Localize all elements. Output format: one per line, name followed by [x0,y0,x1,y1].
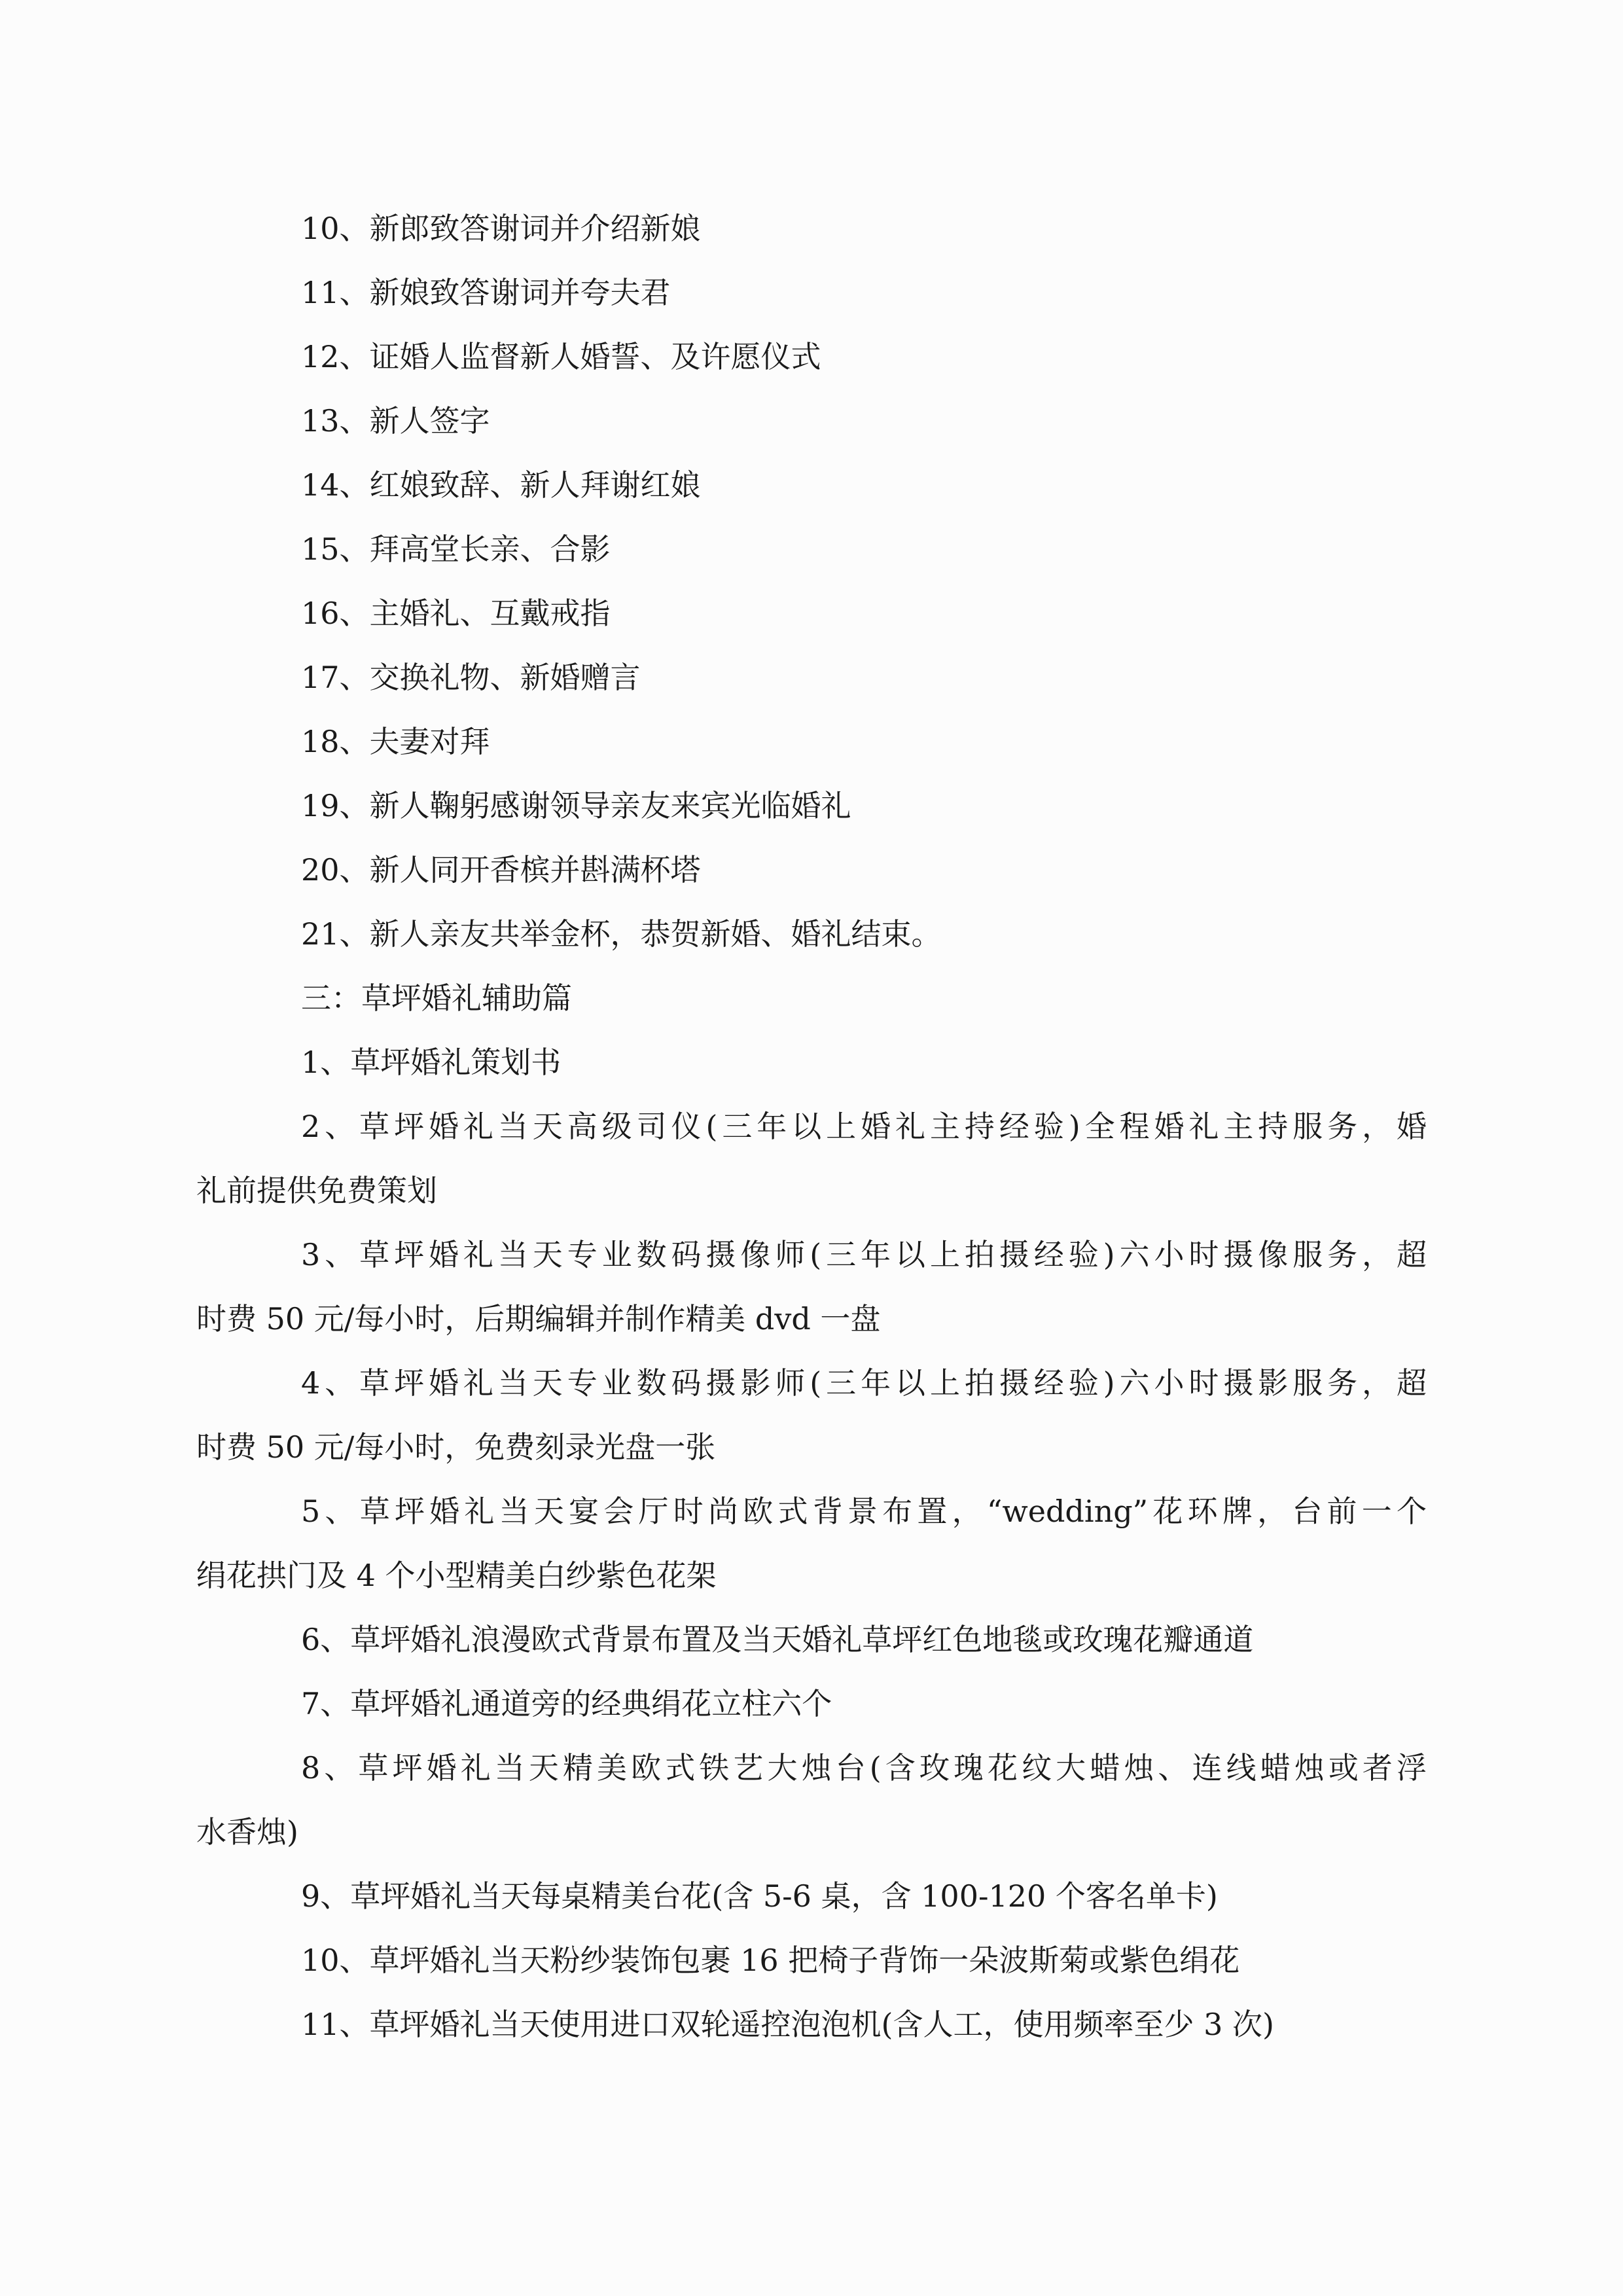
text-line: 绢花拱门及 4 个小型精美白纱紫色花架 [196,1558,717,1593]
text-line: 7、草坪婚礼通道旁的经典绢花立柱六个 [301,1686,832,1721]
text-line: 11、新娘致答谢词并夸夫君 [301,275,671,310]
text-line: 14、红娘致辞、新人拜谢红娘 [301,467,701,503]
text-line: 10、草坪婚礼当天粉纱装饰包裹 16 把椅子背饰一朵波斯菊或紫色绢花 [301,1943,1240,1978]
document-body [196,196,1427,2056]
text-line: 三：草坪婚礼辅助篇 [301,980,572,1016]
text-line: 9、草坪婚礼当天每桌精美台花(含 5-6 桌，含 100-120 个客名单卡) [301,1878,1218,1914]
text-line: 15、拜高堂长亲、合影 [301,531,611,567]
text-line: 8、草坪婚礼当天精美欧式铁艺大烛台(含玫瑰花纹大蜡烛、连线蜡烛或者浮 [301,1750,1427,1785]
text-line: 水香烛) [196,1814,298,1850]
text-line: 5、草坪婚礼当天宴会厅时尚欧式背景布置，“wedding”花环牌，台前一个 [301,1494,1427,1529]
text-line: 1、草坪婚礼策划书 [301,1045,562,1080]
text-line: 11、草坪婚礼当天使用进口双轮遥控泡泡机(含人工，使用频率至少 3 次) [301,2007,1274,2042]
text-line: 20、新人同开香槟并斟满杯塔 [301,852,701,888]
text-line: 3、草坪婚礼当天专业数码摄像师(三年以上拍摄经验)六小时摄像服务，超 [301,1237,1427,1272]
text-line: 19、新人鞠躬感谢领导亲友来宾光临婚礼 [301,788,851,823]
text-line: 6、草坪婚礼浪漫欧式背景布置及当天婚礼草坪红色地毯或玫瑰花瓣通道 [301,1622,1254,1657]
text-line: 时费 50 元/每小时，后期编辑并制作精美 dvd 一盘 [196,1301,881,1336]
text-line: 13、新人签字 [301,403,490,439]
text-line: 12、证婚人监督新人婚誓、及许愿仪式 [301,339,821,374]
text-line: 17、交换礼物、新婚赠言 [301,660,641,695]
text-line: 2、草坪婚礼当天高级司仪(三年以上婚礼主持经验)全程婚礼主持服务，婚 [301,1109,1427,1144]
text-line: 16、主婚礼、互戴戒指 [301,596,611,631]
text-line: 18、夫妻对拜 [301,724,490,759]
text-line: 10、新郎致答谢词并介绍新娘 [301,211,701,246]
text-line: 礼前提供免费策划 [196,1173,437,1208]
text-line: 21、新人亲友共举金杯，恭贺新婚、婚礼结束。 [301,916,942,952]
text-line: 时费 50 元/每小时，免费刻录光盘一张 [196,1429,716,1465]
text-line: 4、草坪婚礼当天专业数码摄影师(三年以上拍摄经验)六小时摄影服务，超 [301,1365,1427,1401]
